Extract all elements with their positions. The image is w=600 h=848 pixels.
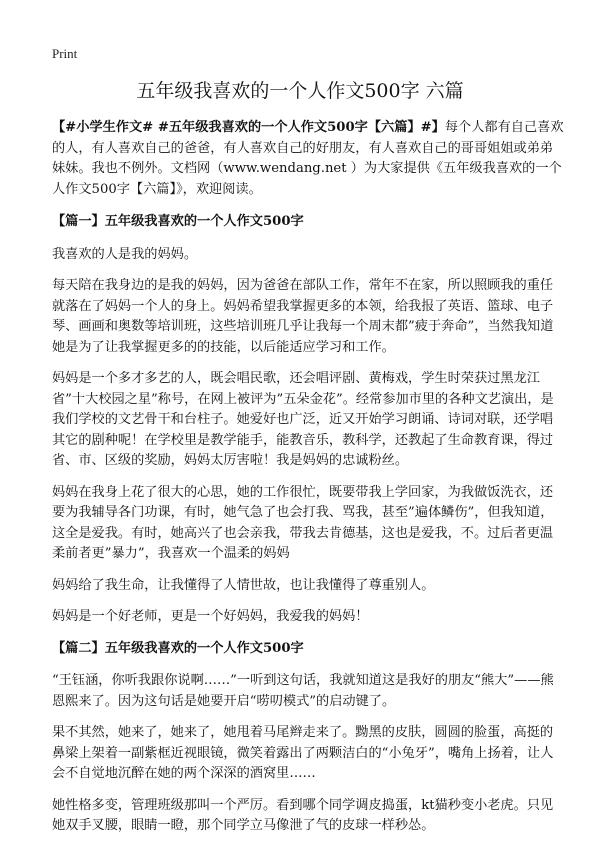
section-heading-2: 【篇二】五年级我喜欢的一个人作文500字: [52, 640, 304, 656]
paragraph: “王钰涵，你听我跟你说啊……”一听到这句话，我就知道这是我好的朋友“熊大”——熊恩熙来了。因为这句话是她要开启“唠叨模式”的启动键了。: [52, 673, 554, 709]
intro-lead: 【#小学生作文# #五年级我喜欢的一个人作文500字【六篇】#】: [52, 120, 445, 135]
intro-text: 每个人都有自己喜欢的人，有人喜欢自己的爸爸，有人喜欢自己的好朋友，有人喜欢自己的哥哥姐姐或弟弟妹妹。我也不例外。文档网（www.wendang.net ）为大家提供《五年级我喜欢的一个人作文500字【六篇】》，欢迎阅读。: [52, 120, 564, 197]
paragraph: 我喜欢的人是我的妈妈。: [52, 246, 198, 262]
paragraph: 妈妈在我身上花了很大的心思，她的工作很忙，既要带我上学回家，为我做饭洗衣，还要为我辅导各门功课，有时，她气急了也会打我、骂我，甚至”遍体鳞伤”，但我知道，这全是爱我。有时，她高兴了也会亲我，带我去肯德基，这也是爱我，不。过后者更温柔前者更”暴力”，我喜欢一个温柔的妈妈: [52, 484, 554, 561]
print-link[interactable]: Print: [52, 46, 78, 61]
page-title: 五年级我喜欢的一个人作文500字 六篇: [136, 80, 464, 102]
intro-paragraph: [52, 118, 564, 200]
article-body: [52, 118, 564, 848]
paragraph: 每天陪在我身边的是我的妈妈，因为爸爸在部队工作，常年不在家，所以照顾我的重任就落在了妈妈一个人的身上。妈妈希望我掌握更多的本领，给我报了英语、篮球、电子琴、画画和奥数等培训班，这些培训班几乎让我每一个周末都”疲于奔命”，当然我知道她是为了让我掌握更多的的技能，以后能适应学习和工作。: [52, 278, 554, 355]
paragraph: 妈妈是一个好老师，更是一个好妈妈，我爱我的妈妈！: [52, 609, 369, 624]
paragraph: 她性格多变，管理班级那叫一个严厉。看到哪个同学调皮捣蛋，kt猫秒变小老虎。只见她双手叉腰，眼睛一瞪，那个同学立马像泄了气的皮球一样秒怂。: [52, 797, 554, 833]
paragraph: 果不其然，她来了，她来了，她甩着马尾辫走来了。黝黑的皮肤，圆圆的脸蛋，高挺的鼻梁上架着一副紫框近视眼镜，微笑着露出了两颗洁白的“小兔牙”，嘴角上扬着，让人会不自觉地沉醉在她的两个深深的酒窝里……: [52, 725, 554, 781]
paragraph: 妈妈给了我生命，让我懂得了人情世故，也让我懂得了尊重别人。: [52, 577, 435, 593]
paragraph: 妈妈是一个多才多艺的人，既会唱民歌，还会唱评剧、黄梅戏，学生时荣获过黑龙江省”十大校园之星”称号，在网上被评为”五朵金花”。经常参加市里的各种文艺演出，是我们学校的文艺骨干和台柱子。她爱好也广泛，近又开始学习朗诵、诗词对联，还学唱其它的剧种呢！在学校里是教学能手，能教音乐，教科学，还教起了生命教育课，得过省、市、区级的奖励，妈妈太厉害啦！我是妈妈的忠诚粉丝。: [52, 371, 554, 468]
section-heading-1: 【篇一】五年级我喜欢的一个人作文500字: [52, 214, 304, 229]
